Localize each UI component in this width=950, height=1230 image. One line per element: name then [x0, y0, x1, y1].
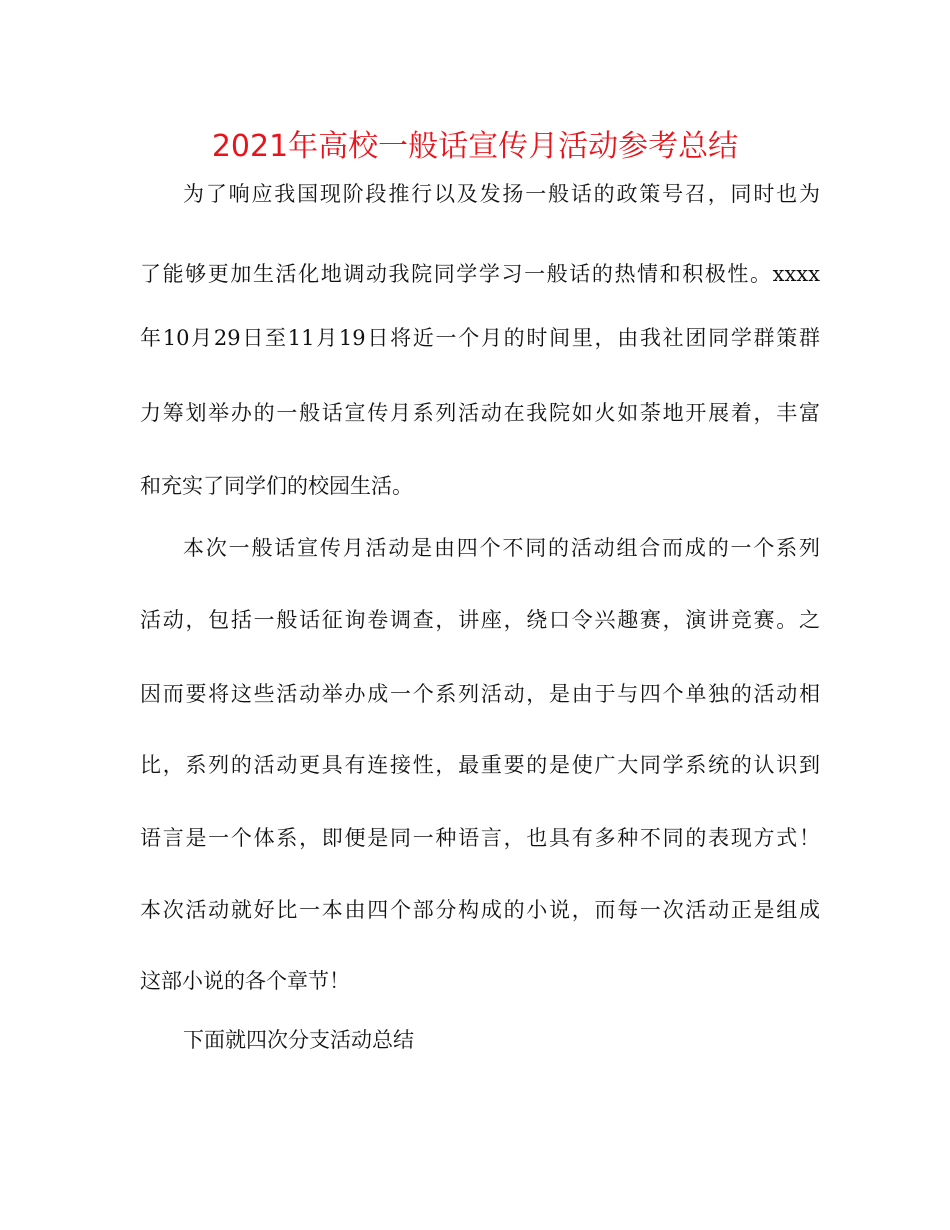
paragraph-1-line-5: 和充实了同学们的校园生活。: [140, 474, 413, 498]
paragraph-1-line-1: 为了响应我国现阶段推行以及发扬一般话的政策号召，同时也为: [183, 182, 820, 206]
paragraph-1-line-4: 力筹划举办的一般话宣传月系列活动在我院如火如荼地开展着，丰富: [140, 401, 820, 425]
paragraph-2-line-6: 本次活动就好比一本由四个部分构成的小说，而每一次活动正是组成: [140, 898, 820, 922]
paragraph-2-line-1: 本次一般话宣传月活动是由四个不同的活动组合而成的一个系列: [183, 536, 820, 560]
paragraph-3-line-1: 下面就四次分支活动总结: [183, 1028, 414, 1052]
paragraph-2-line-5: 语言是一个体系，即便是同一种语言，也具有多种不同的表现方式！: [140, 826, 820, 850]
paragraph-2-line-4: 比，系列的活动更具有连接性，最重要的是使广大同学系统的认识到: [140, 753, 820, 777]
page-title: 2021年高校一般话宣传月活动参考总结: [211, 129, 739, 164]
paragraph-2-line-3: 因而要将这些活动举办成一个系列活动，是由于与四个单独的活动相: [140, 682, 820, 706]
paragraph-2-line-2: 活动，包括一般话征询卷调查，讲座，绕口令兴趣赛，演讲竞赛。之: [140, 608, 820, 632]
paragraph-2-line-7: 这部小说的各个章节！: [140, 969, 350, 993]
paragraph-1-line-3: 年10月29日至11月19日将近一个月的时间里，由我社团同学群策群: [140, 326, 820, 350]
paragraph-1-line-2: 了能够更加生活化地调动我院同学学习一般话的热情和积极性。xxxx: [140, 262, 820, 286]
